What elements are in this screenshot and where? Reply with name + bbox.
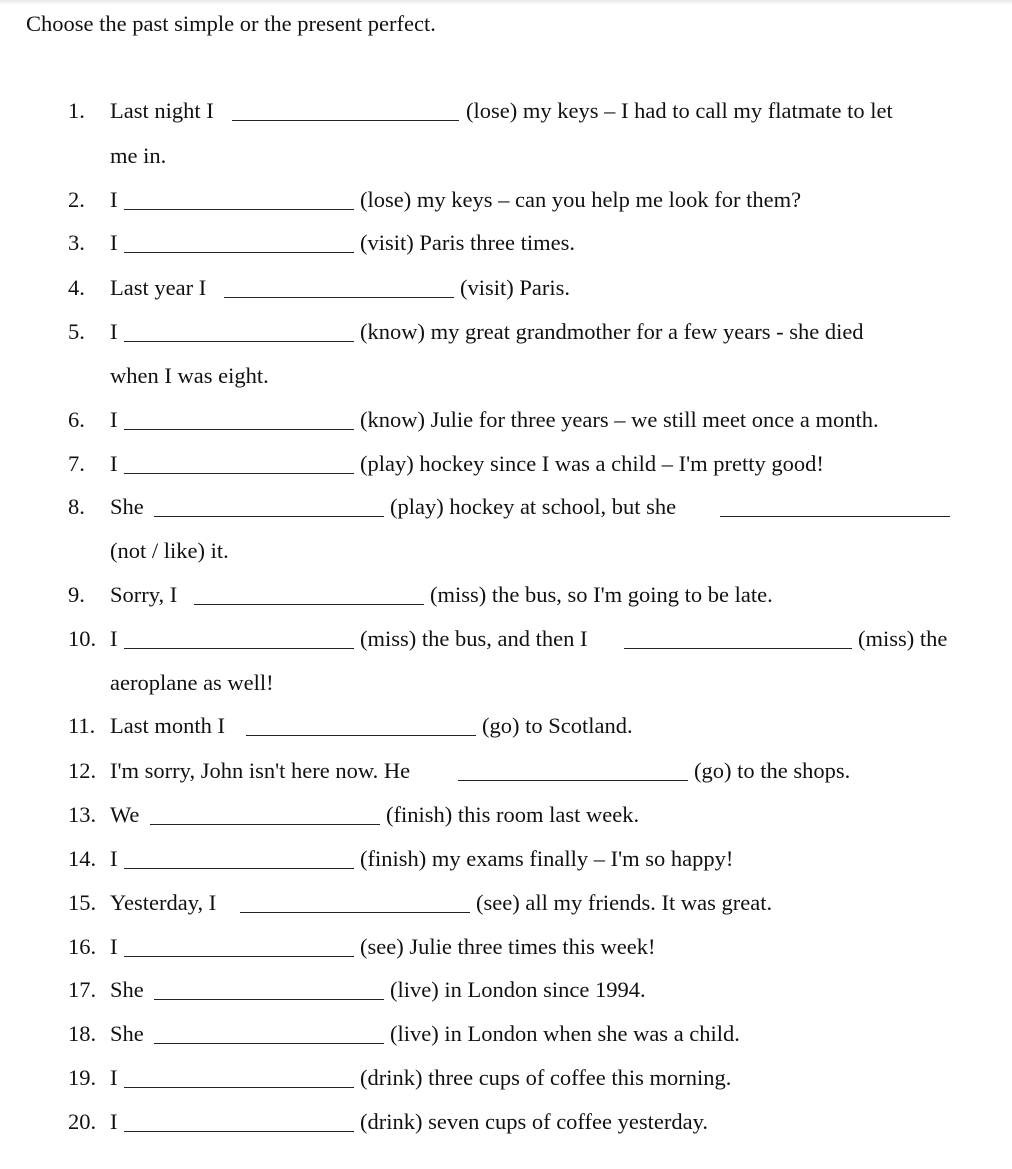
item-number: 1. xyxy=(68,98,85,123)
instruction-text: Choose the past simple or the present perfect. xyxy=(26,11,436,36)
item-prefix: I xyxy=(110,230,118,255)
answer-blank[interactable] xyxy=(224,297,454,298)
item-number: 8. xyxy=(68,494,85,519)
item-number: 13. xyxy=(68,802,97,827)
answer-blank[interactable] xyxy=(194,604,424,605)
item-number: 11. xyxy=(68,713,96,738)
item-prefix: Sorry, I xyxy=(110,582,178,607)
item-suffix: (go) to Scotland. xyxy=(482,713,633,738)
item-prefix: Last night I xyxy=(110,98,214,123)
answer-blank[interactable] xyxy=(124,473,354,474)
item-continuation: aeroplane as well! xyxy=(110,670,274,695)
answer-blank[interactable] xyxy=(154,516,384,517)
answer-blank[interactable] xyxy=(124,252,354,253)
item-suffix: (live) in London since 1994. xyxy=(390,977,646,1002)
item-number: 6. xyxy=(68,407,85,432)
item-number: 10. xyxy=(68,626,97,651)
item-prefix: I xyxy=(110,407,118,432)
item-prefix: We xyxy=(110,802,140,827)
answer-blank[interactable] xyxy=(240,912,470,913)
item-number: 9. xyxy=(68,582,85,607)
item-suffix: (finish) this room last week. xyxy=(386,802,640,827)
item-prefix: I xyxy=(110,451,118,476)
item-suffix: (lose) my keys – I had to call my flatmate to let xyxy=(466,98,893,123)
item-number: 19. xyxy=(68,1065,97,1090)
item-prefix: She xyxy=(110,1021,144,1046)
item-number: 5. xyxy=(68,319,85,344)
answer-blank-2[interactable] xyxy=(720,516,950,517)
item-number: 14. xyxy=(68,846,97,871)
answer-blank[interactable] xyxy=(124,648,354,649)
item-prefix: Yesterday, I xyxy=(110,890,217,915)
item-suffix-2: (miss) the xyxy=(858,626,948,651)
answer-blank[interactable] xyxy=(124,1087,354,1088)
item-suffix: (visit) Paris three times. xyxy=(360,230,575,255)
item-prefix: I xyxy=(110,934,118,959)
item-prefix: I xyxy=(110,1109,118,1134)
answer-blank[interactable] xyxy=(124,1131,354,1132)
item-prefix: I xyxy=(110,187,118,212)
item-suffix: (visit) Paris. xyxy=(460,275,570,300)
item-number: 4. xyxy=(68,275,85,300)
answer-blank[interactable] xyxy=(458,780,688,781)
item-prefix: She xyxy=(110,977,144,1002)
answer-blank[interactable] xyxy=(124,209,354,210)
answer-blank[interactable] xyxy=(124,956,354,957)
item-suffix: (finish) my exams finally – I'm so happy! xyxy=(360,846,734,871)
item-suffix: (live) in London when she was a child. xyxy=(390,1021,740,1046)
item-number: 20. xyxy=(68,1109,97,1134)
item-suffix: (drink) seven cups of coffee yesterday. xyxy=(360,1109,708,1134)
answer-blank[interactable] xyxy=(124,341,354,342)
item-continuation: (not / like) it. xyxy=(110,538,229,563)
item-number: 2. xyxy=(68,187,85,212)
item-prefix: Last month I xyxy=(110,713,225,738)
item-suffix: (drink) three cups of coffee this morning. xyxy=(360,1065,732,1090)
answer-blank[interactable] xyxy=(232,120,459,121)
item-prefix: I xyxy=(110,319,118,344)
item-number: 16. xyxy=(68,934,97,959)
top-edge xyxy=(0,0,1012,5)
item-prefix: I xyxy=(110,846,118,871)
item-prefix: Last year I xyxy=(110,275,207,300)
item-prefix: I xyxy=(110,626,118,651)
answer-blank[interactable] xyxy=(124,868,354,869)
item-suffix: (play) hockey at school, but she xyxy=(390,494,677,519)
answer-blank[interactable] xyxy=(124,429,354,430)
item-suffix: (go) to the shops. xyxy=(694,758,851,783)
item-prefix: I xyxy=(110,1065,118,1090)
item-number: 7. xyxy=(68,451,85,476)
item-suffix: (miss) the bus, so I'm going to be late. xyxy=(430,582,773,607)
answer-blank[interactable] xyxy=(150,824,380,825)
item-continuation: when I was eight. xyxy=(110,363,269,388)
item-number: 3. xyxy=(68,230,85,255)
item-suffix: (play) hockey since I was a child – I'm pretty good! xyxy=(360,451,824,476)
item-suffix: (miss) the bus, and then I xyxy=(360,626,588,651)
item-number: 12. xyxy=(68,758,97,783)
item-continuation: me in. xyxy=(110,143,167,168)
item-number: 15. xyxy=(68,890,97,915)
answer-blank[interactable] xyxy=(246,735,476,736)
item-suffix: (know) Julie for three years – we still meet once a month. xyxy=(360,407,879,432)
answer-blank-2[interactable] xyxy=(624,648,852,649)
answer-blank[interactable] xyxy=(154,1043,384,1044)
item-suffix: (see) all my friends. It was great. xyxy=(476,890,773,915)
item-number: 18. xyxy=(68,1021,97,1046)
item-suffix: (lose) my keys – can you help me look for them? xyxy=(360,187,802,212)
item-prefix: I'm sorry, John isn't here now. He xyxy=(110,758,411,783)
item-prefix: She xyxy=(110,494,144,519)
item-suffix: (know) my great grandmother for a few years - she died xyxy=(360,319,864,344)
item-number: 17. xyxy=(68,977,97,1002)
item-suffix: (see) Julie three times this week! xyxy=(360,934,656,959)
answer-blank[interactable] xyxy=(154,999,384,1000)
